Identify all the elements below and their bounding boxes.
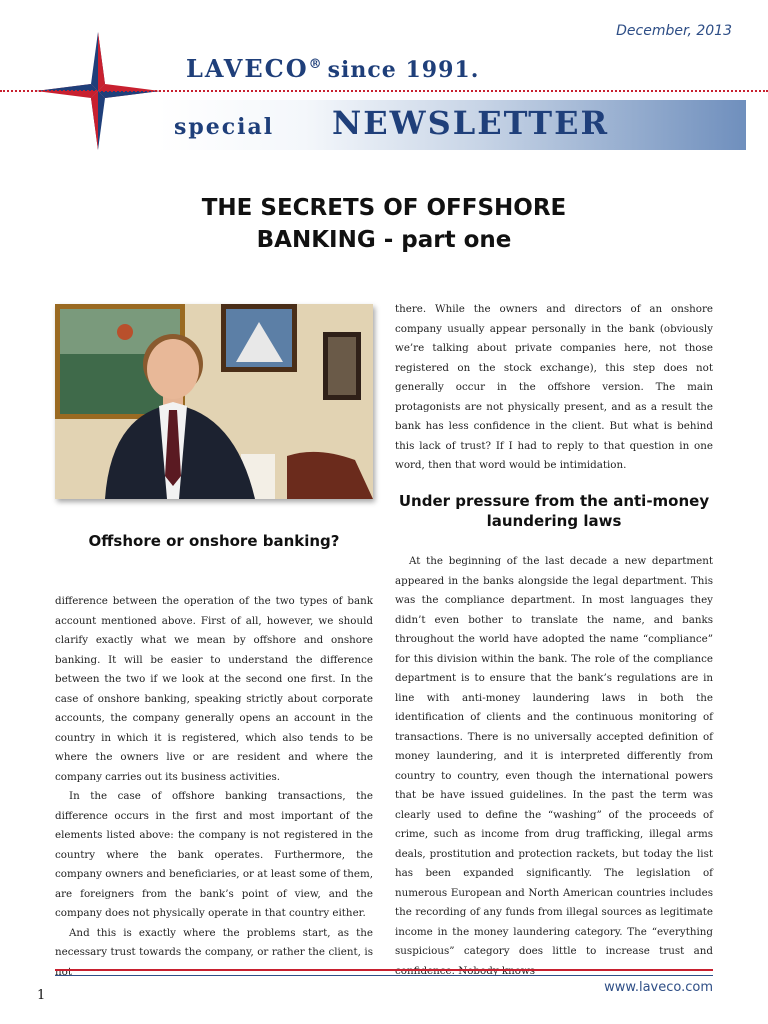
left-paragraph-1: difference between the operation of the two types of bank account mentioned above. First of all, however, we should clarify exactly what we mean by offshore and onshore banking. It will be easier to understand the difference between the two if we look at the second one first. In the case of onshore banking, speaking strictly about corporate accounts, the company generally opens an account in the country in which it is registered, which also tends to be where the owners live or are resident and where the company carries out its business activities.	[55, 595, 373, 783]
banner-newsletter: NEWSLETTER	[332, 104, 610, 142]
subheading-offshore-onshore: Offshore or onshore banking?	[88, 532, 340, 550]
right-column-top	[395, 300, 713, 476]
left-paragraph-3: And this is exactly where the problems start, as the necessary trust towards the company, or rather the client, is not	[55, 926, 373, 978]
banner-special: special	[174, 114, 275, 140]
issue-date: December, 2013	[616, 23, 732, 39]
article-title	[100, 192, 668, 256]
newsletter-banner	[158, 100, 746, 150]
author-photo	[55, 304, 373, 499]
title-line-1: THE SECRETS OF OFFSHORE	[201, 195, 567, 221]
left-column	[55, 592, 373, 982]
brand-laveco: LAVECO	[186, 54, 309, 83]
footer-red-rule	[55, 969, 713, 971]
registered-mark: ®	[308, 57, 322, 72]
since-text: since 1991.	[327, 57, 480, 83]
right-paragraph-2: At the beginning of the last decade a new department appeared in the banks alongside the legal department. This was the compliance department. In most languages they didn’t even bother to translate the name, and banks throughout the world have adopted the name “compliance” for this division within the bank. The role of the compliance department is to ensure that the bank’s regulations are in line with anti-money laundering laws in both the identification of clients and the continuous monitoring of transactions. There is no universally accepted definition of money laundering, and it is interpreted differently from country to country, even though the international powers that be have issued guidelines. In the past the term was clearly used to define the “washing” of the proceeds of crime, such as income from drug trafficking, illegal arms deals, prostitution and protection rackets, but today the list has been expanded significantly. The legislation of numerous European and North American countries includes the recording of any funds from illegal sources as legitimate income in the money laundering category. The “everything suspicious” category does little to increase trust and confidence. Nobody knows	[395, 555, 713, 977]
page-number: 1	[37, 988, 46, 1003]
footer-blue-rule	[55, 975, 713, 976]
right-column-bottom	[395, 552, 713, 981]
brand-name	[186, 54, 479, 83]
subheading-anti-money-laundering: Under pressure from the anti-money laundering laws	[398, 492, 710, 530]
title-line-2: BANKING - part one	[256, 227, 512, 253]
right-paragraph-1: there. While the owners and directors of an onshore company usually appear personally in the bank (obviously we’re talking about private companies here, not those registered on the stock exchange), this step does not generally occur in the offshore version. The main protagonists are not physically present, and as a result the bank has less confidence in the client. But what is behind this lack of trust? If I had to reply to that question in one word, then that word would be intimidation.	[395, 303, 713, 471]
website-link[interactable]: www.laveco.com	[604, 980, 713, 995]
header-dotted-divider	[0, 90, 768, 92]
left-paragraph-2: In the case of offshore banking transactions, the difference occurs in the first and most important of the elements listed above: the company is not registered in the country where the bank operates. Furthermore, the company owners and beneficiaries, or at least some of them, are foreigners from the bank’s point of view, and the company does not physically operate in that country either.	[55, 790, 373, 919]
